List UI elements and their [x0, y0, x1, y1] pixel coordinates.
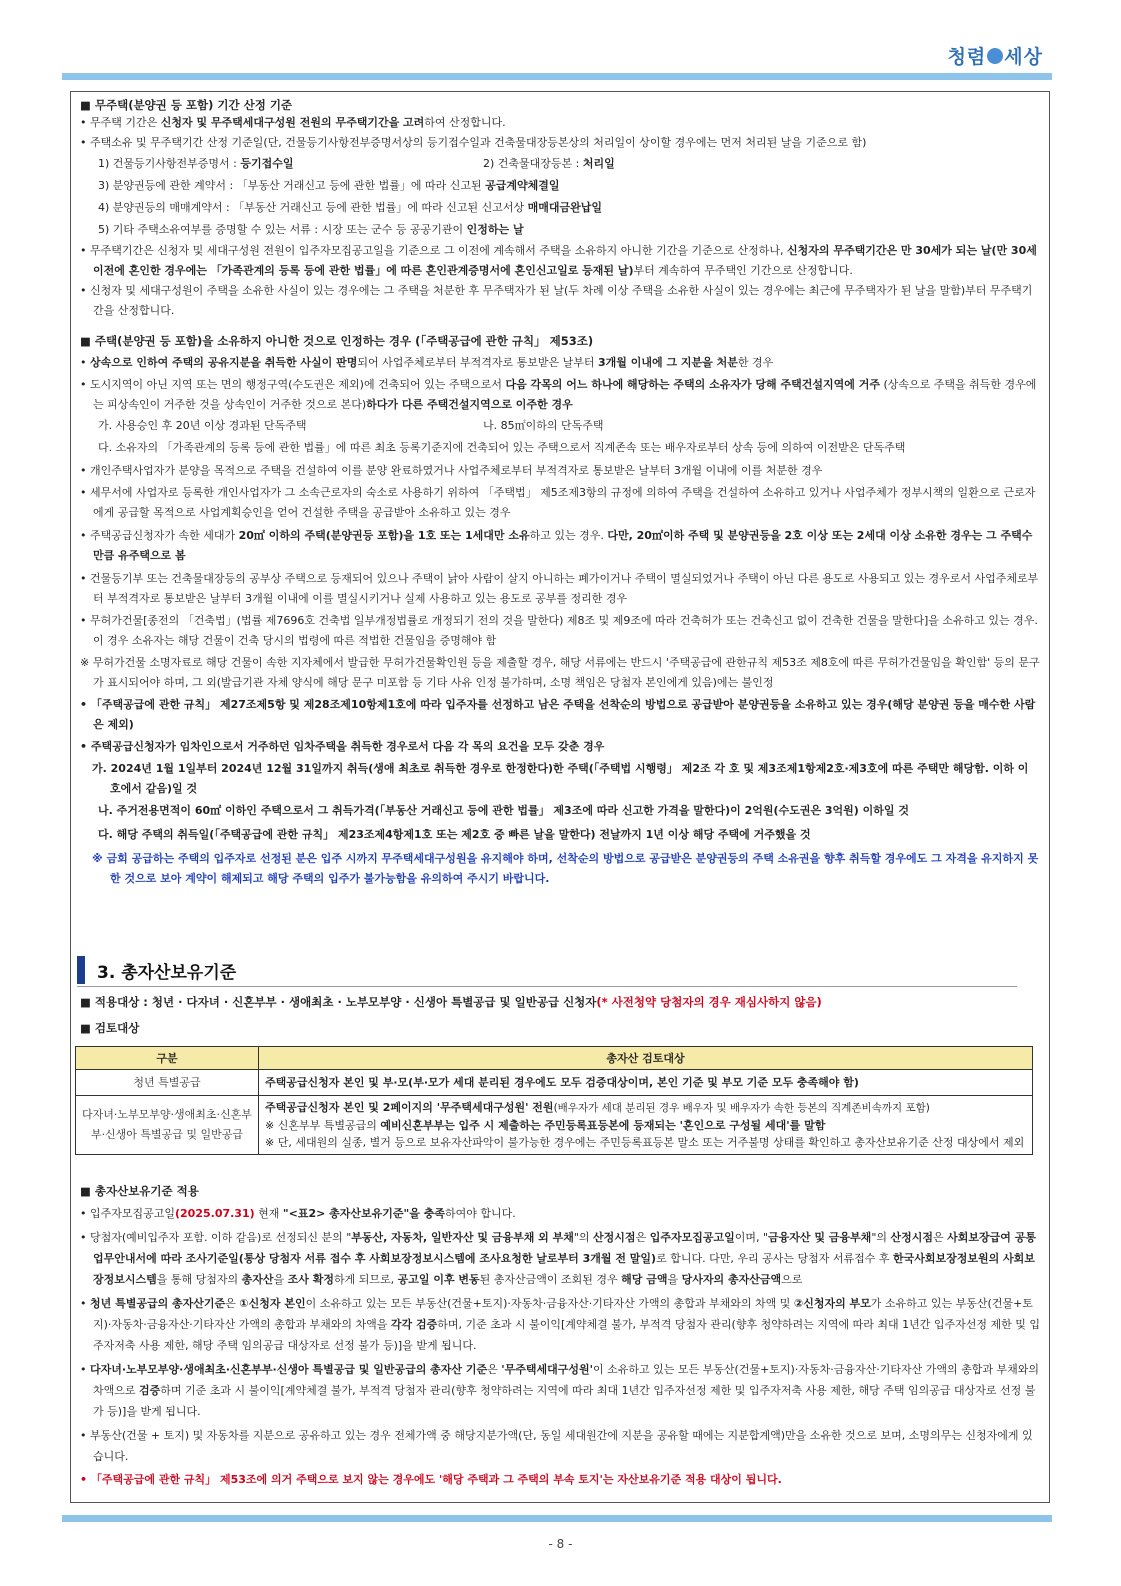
- list-item: 다. 소유자의 「가족관계의 등록 등에 관한 법률」에 따른 최초 등록기준지에 건축되어 있는 주택으로서 직계존속 또는 배우자로부터 상속 등에 의하여 이전받은 단독주택: [98, 441, 906, 454]
- warning-note: ※ 금회 공급하는 주택의 입주자로 선정된 분은 입주 시까지 무주택세대구성원을 유지해야 하며, 선착순의 방법으로 공급받은 분양권등의 주택 소유권을 향후 취득할 경우에도 그 자격을 유지하지 못한 것으로 보아 계약이 해제되고 해당 주택의 입주가 불가능함을 유의하여 주시기 바랍니다.: [92, 852, 1039, 885]
- bullet: • 입주자모집공고일(2025.07.31) 현재 "<표2> 총자산보유기준"을 충족하여야 합니다.: [80, 1207, 516, 1220]
- logo-emblem-icon: [987, 48, 1003, 64]
- table-cell: 다자녀·노부모부양·생애최초·신혼부부·신생아 특별공급 및 일반공급: [76, 1096, 259, 1155]
- divider: [77, 986, 1017, 987]
- list-item: 3) 분양권등에 관한 계약서 : 「부동산 거래신고 등에 관한 법률」에 따라 신고된 공급계약체결일: [98, 179, 560, 192]
- table-row: [76, 1096, 1033, 1155]
- review-table: [75, 1046, 1033, 1155]
- review-heading: ■ 검토대상: [80, 1021, 140, 1035]
- table-row: [76, 1070, 1033, 1096]
- section-heading: ■ 무주택(분양권 등 포함) 기간 산정 기준: [80, 98, 293, 112]
- bullet: • 신청자 및 세대구성원이 주택을 소유한 사실이 있는 경우에는 그 주택을 처분한 후 무주택자가 된 날(두 차례 이상 주택을 소유한 사실이 있는 경우에는 최근에 무주택자가 된 날을 말함)부터 무주택기간을 산정합니다.: [80, 284, 1033, 317]
- section-marker: [77, 956, 85, 984]
- bullet: • 상속으로 인하여 주택의 공유지분을 취득한 사실이 판명되어 사업주체로부터 부적격자로 통보받은 날부터 3개월 이내에 그 지분을 처분한 경우: [80, 356, 774, 369]
- table-header-cell: 총자산 검토대상: [259, 1047, 1033, 1070]
- section-title-text: 3. 총자산보유기준: [97, 962, 237, 983]
- bullet: • 세무서에 사업자로 등록한 개인사업자가 그 소속근로자의 숙소로 사용하기 위하여 「주택법」 제5조제3항의 규정에 의하여 주택을 건설하여 소유하고 있거나 사업주체가 정부시책의 일환으로 근로자에게 공급할 목적으로 사업계획승인을 얻어 건설한 주택을 공급받아 소유하고 있는 경우: [80, 486, 1036, 519]
- table-header: [76, 1047, 1033, 1070]
- table-cell: 청년 특별공급: [76, 1070, 259, 1096]
- bullet: • 청년 특별공급의 총자산기준은 ①신청자 본인이 소유하고 있는 모든 부동산(건물+토지)·자동차·금융자산·기타자산 가액의 총합과 부채와의 차액 및 ②신청자의 부모가 소유하고 있는 부동산(건물+토지)·자동차·금융자산·기타자산 가액의 총합과 부채와의 차액을 각각 검증하며, 기준 초과 시 불이익[계약체결 불가, 부적격 당첨자 관리(향후 청약하려는 지역에 따라 최대 1년간 입주자선정 제한 및 입주자저축 사용 제한, 해당 주택 임의공급 대상자로 선정 불가 등)]을 받게 됩니다.: [80, 1297, 1040, 1352]
- header-bar: [62, 73, 1052, 80]
- cell-line: ※ 단, 세대원의 실종, 별거 등으로 보유자산파악이 불가능한 경우에는 주민등록표등본 말소 또는 거주불명 상태를 확인하고 총자산보유기준 산정 대상에서 제외: [265, 1136, 1025, 1149]
- target-block: [80, 994, 1042, 1037]
- list-item: 나. 주거전용면적이 60㎡ 이하인 주택으로서 그 취득가격(「부동산 거래신고 등에 관한 법률」 제3조에 따라 신고한 가격을 말한다)이 2억원(수도권은 3억원) 이하일 것: [98, 804, 909, 817]
- main-content: [80, 95, 1042, 889]
- cell-line: 주택공급신청자 본인 및 2페이지의 '무주택세대구성원' 전원(배우자가 세대 분리된 경우 배우자 및 배우자가 속한 등본의 직계존비속까지 포함): [265, 1101, 930, 1114]
- bullet: • 무주택기간은 신청자 및 세대구성원 전원이 입주자모집공고일을 기준으로 그 이전에 계속해서 주택을 소유하지 아니한 기간을 기준으로 산정하나, 신청자의 무주택기간은 만 30세가 되는 날(만 30세 이전에 혼인한 경우에는 「가족관계의 등록 등에 관한 법률」에 따른 혼인관계증명서에 혼인신고일로 등재된 날)부터 계속하여 무주택인 기간으로 산정합니다.: [80, 244, 1037, 277]
- note: ※ 무허가건물 소명자료로 해당 건물이 속한 지자체에서 발급한 무허가건물확인원 등을 제출할 경우, 해당 서류에는 반드시 '주택공급에 관한규칙 제53조 제8호에 따른 무허가건물임을 확인함' 등의 문구가 표시되어야 하며, 그 외(발급기관 자체 양식에 해당 문구 미포함 등 기타 사유 인정 불가하며, 소명 책임은 당첨자 본인에게 있음)에는 불인정: [80, 656, 1040, 689]
- table-header-cell: 구분: [76, 1047, 259, 1070]
- section-title: [77, 956, 1017, 984]
- bullet: • 무주택 기간은 신청자 및 무주택세대구성원 전원의 무주택기간을 고려하여 산정합니다.: [80, 116, 506, 129]
- bullet: • 주택소유 및 무주택기간 산정 기준일(단, 건물등기사항전부증명서상의 등기접수일과 건축물대장등본상의 처리일이 상이할 경우에는 먼저 처리된 날을 기준으로 함): [80, 136, 867, 149]
- target-heading: ■ 적용대상 : 청년 · 다자녀 · 신혼부부 · 생애최초 · 노부모부양 · 신생아 특별공급 및 일반공급 신청자(* 사전청약 당첨자의 경우 재심사하지 않음): [80, 995, 822, 1009]
- bullet: • 개인주택사업자가 분양을 목적으로 주택을 건설하여 이를 분양 완료하였거나 사업주체로부터 부적격자로 통보받은 날부터 3개월 이내에 이를 처분한 경우: [80, 464, 823, 477]
- list-item: 1) 건물등기사항전부증명서 : 등기접수일 2) 건축물대장등본 : 처리일: [98, 157, 615, 170]
- bullet: • 도시지역이 아닌 지역 또는 면의 행정구역(수도권은 제외)에 건축되어 있는 주택으로서 다음 각목의 어느 하나에 해당하는 주택의 소유자가 당해 주택건설지역에 거주 (상속으로 주택을 취득한 경우에는 피상속인이 거주한 것을 상속인이 거주한 것으로 본다)하다가 다른 주택건설지역으로 이주한 경우: [80, 378, 1037, 411]
- bullet: • 「주택공급에 관한 규칙」 제53조에 의거 주택으로 보지 않는 경우에도 '해당 주택과 그 주택의 부속 토지'는 자산보유기준 적용 대상이 됩니다.: [80, 1473, 782, 1486]
- list-item: 다. 해당 주택의 취득일(「주택공급에 관한 규칙」 제23조제4항제1호 또는 제2호 중 빠른 날을 말한다) 전날까지 1년 이상 해당 주택에 거주했을 것: [98, 828, 811, 841]
- bullet: • 무허가건물[종전의 「건축법」(법률 제7696호 건축법 일부개정법률로 개정되기 전의 것을 말한다) 제8조 및 제9조에 따라 건축허가 또는 건축신고 없이 건축한 건물을 말한다]을 소유하고 있는 경우. 이 경우 소유자는 해당 건물이 건축 당시의 법령에 따른 적법한 건물임을 증명해야 함: [80, 614, 1038, 647]
- bullet: • 당첨자(예비입주자 포함. 이하 같음)로 선정되신 분의 "부동산, 자동차, 일반자산 및 금융부채 외 부채"의 산정시점은 입주자모집공고일이며, "금융자산 및 금융부채"의 산정시점은 사회보장급여 공통업무안내서에 따라 조사기준일(통상 당첨자 서류 접수 후 사회보장정보시스템에 조사요청한 날로부터 3개월 전 말일)로 합니다. 다만, 우리 공사는 당첨자 서류접수 후 한국사회보장정보원의 사회보장정보시스템을 통해 당첨자의 총자산을 조사 확정하게 되므로, 공고일 이후 변동된 총자산금액이 조회된 경우 해당 금액을 당사자의 총자산금액으로: [80, 1231, 1036, 1286]
- logo: 청렴 세상: [947, 46, 1043, 68]
- section-heading: ■ 주택(분양권 등 포함)을 소유하지 아니한 것으로 인정하는 경우 (「주택공급에 관한 규칙」 제53조): [80, 334, 594, 348]
- list-item: 가. 2024년 1월 1일부터 2024년 12월 31일까지 취득(생애 최초로 취득한 경우로 한정한다)한 주택(「주택법 시행령」 제2조 각 호 및 제3조제1항제2호·제3호에 따른 주택만 해당함. 이하 이 호에서 같음)일 것: [92, 762, 1029, 795]
- bullet: • 「주택공급에 관한 규칙」 제27조제5항 및 제28조제10항제1호에 따라 입주자를 선정하고 남은 주택을 선착순의 방법으로 공급받아 분양권등을 소유하고 있는 경우(해당 분양권 등을 매수한 사람은 제외): [80, 698, 1036, 731]
- bullet: • 부동산(건물 + 토지) 및 자동차를 지분으로 공유하고 있는 경우 전체가액 중 해당지분가액(단, 동일 세대원간에 지분을 공유할 때에는 지분합계액)만을 소유한 것으로 보며, 소명의무는 신청자에게 있습니다.: [80, 1429, 1033, 1463]
- list-item: 5) 기타 주택소유여부를 증명할 수 있는 서류 : 시장 또는 군수 등 공공기관이 인정하는 날: [98, 223, 524, 236]
- list-item: 가. 사용승인 후 20년 이상 경과된 단독주택 나. 85㎡이하의 단독주택: [98, 419, 604, 432]
- cell-line: ※ 신혼부부 특별공급의 예비신혼부부는 입주 시 제출하는 주민등록표등본에 등재되는 '혼인으로 구성될 세대'를 말함: [265, 1119, 826, 1132]
- page-number: - 8 -: [548, 1537, 573, 1551]
- table-cell: [259, 1096, 1033, 1155]
- footer-bar: [62, 1515, 1052, 1522]
- apply-heading: ■ 총자산보유기준 적용: [80, 1184, 199, 1198]
- apply-block: [80, 1181, 1042, 1493]
- bullet: • 다자녀·노부모부양·생애최초·신혼부부·신생아 특별공급 및 일반공급의 총자산 기준은 '무주택세대구성원'이 소유하고 있는 모든 부동산(건물+토지)·자동차·금융자산·기타자산 가액의 총합과 부채와의 차액으로 검증하며 기준 초과 시 불이익[계약체결 불가, 부적격 당첨자 관리(향후 청약하려는 지역에 따라 최대 1년간 입주자선정 제한 및 입주자저축 사용 제한, 해당 주택 임의공급 대상자로 선정 불가 등)]을 받게 됩니다.: [80, 1363, 1039, 1418]
- list-item: 4) 분양권등의 매매계약서 : 「부동산 거래신고 등에 관한 법률」에 따라 신고된 신고서상 매매대금완납일: [98, 201, 603, 214]
- table-cell: 주택공급신청자 본인 및 부·모(부·모가 세대 분리된 경우에도 모두 검증대상이며, 본인 기준 및 부모 기준 모두 충족해야 함): [259, 1070, 1033, 1096]
- bullet: • 건물등기부 또는 건축물대장등의 공부상 주택으로 등재되어 있으나 주택이 낡아 사람이 살지 아니하는 폐가이거나 주택이 멸실되었거나 주택이 아닌 다른 용도로 사용되고 있는 경우로서 사업주체로부터 부적격자로 통보받은 날부터 3개월 이내에 이를 멸실시키거나 실제 사용하고 있는 용도로 공부를 정리한 경우: [80, 572, 1039, 605]
- bullet: • 주택공급신청자가 속한 세대가 20㎡ 이하의 주택(분양권등 포함)을 1호 또는 1세대만 소유하고 있는 경우. 다만, 20㎡이하 주택 및 분양권등을 2호 이상 또는 2세대 이상 소유한 경우는 그 주택수 만큼 유주택으로 봄: [80, 529, 1033, 562]
- bullet: • 주택공급신청자가 임차인으로서 거주하던 임차주택을 취득한 경우로서 다음 각 목의 요건을 모두 갖춘 경우: [80, 740, 605, 753]
